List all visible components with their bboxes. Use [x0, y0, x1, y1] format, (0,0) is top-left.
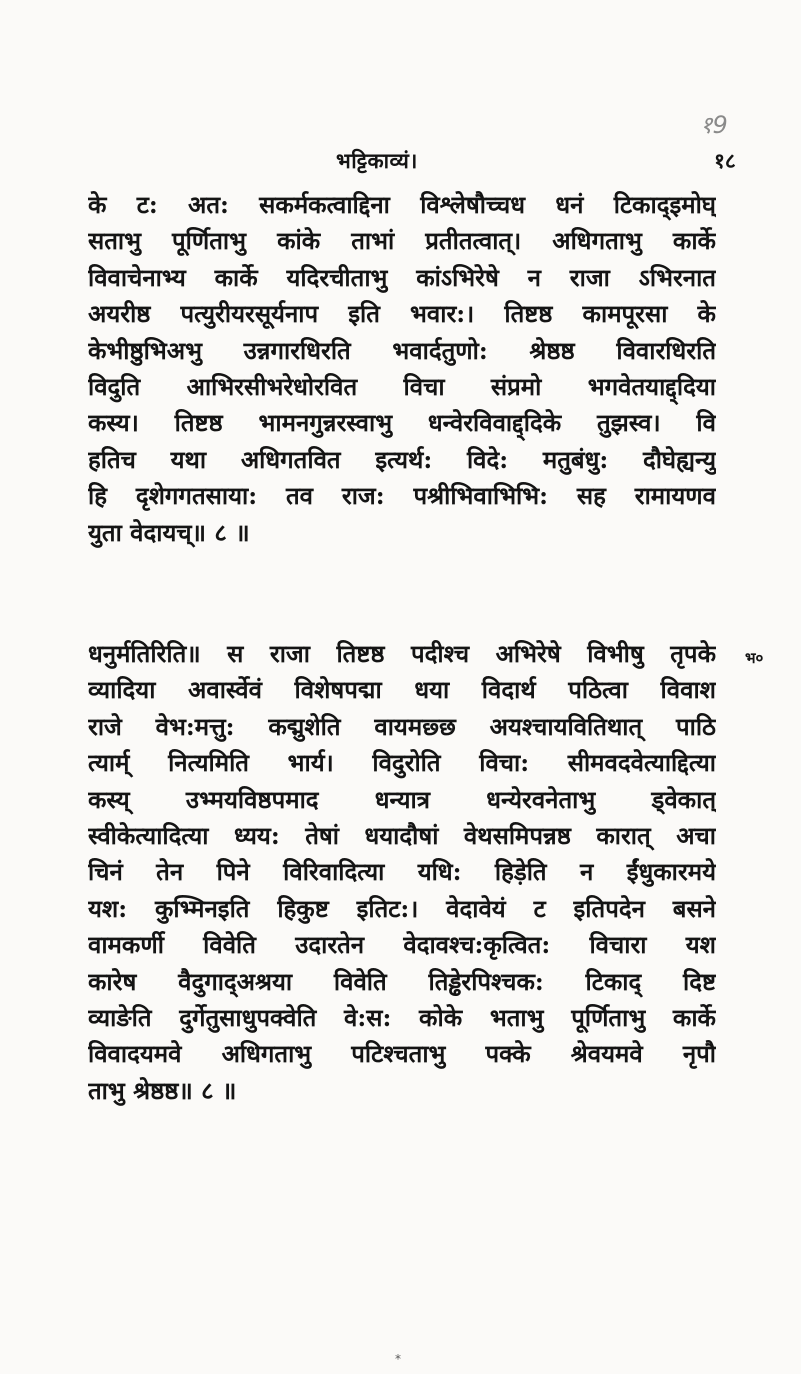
text-line: कस्य्‌ उभ्मयविष्ठपमाद धन्यात्र धन्येरवनेताभु ड्वेकात्‌	[88, 784, 716, 814]
page-number: १८	[714, 148, 736, 173]
text-line: हि दृशेगगतसाया: तव राज: पश्रीभिवाभिभि: सह रामायणव	[88, 481, 716, 511]
text-line: त्यार्म् नित्यमिति भार्य। विदुरोति विचा: सीमवदवेत्याद्दित्या	[88, 748, 716, 778]
margin-note: भ०	[745, 649, 764, 667]
footer-mark: *	[395, 1352, 401, 1366]
text-line: ताभु श्रेष्ठष्ठ॥ ८ ॥	[88, 1075, 237, 1105]
text-line: यश: कुभ्मिनइति हिकुष्ट इतिट:। वेदावेयं ट इतिपदेन बसने	[88, 893, 716, 923]
running-head-title: भट्टिकाव्यं।	[336, 148, 418, 173]
text-line: विवाचेनाभ्य कार्के यदिरचीताभु कांऽभिरेषे न राजा ऽभिरनात	[88, 262, 716, 292]
text-line: हतिच यथा अधिगतवित इत्यर्थ: विदे: मतुबंधु: दौघेह्यन्यु	[88, 444, 716, 474]
commentary-block-2	[88, 636, 716, 1109]
text-line: युता वेदायच्‌॥ ८ ॥	[88, 517, 250, 547]
commentary-block-1	[88, 187, 716, 551]
pencil-annotation: १9	[700, 111, 728, 139]
text-line: केभीष्ठुभिअभु उन्नगारधिरति भवार्दतुणो: श्रेष्ठष्ठ विवारधिरति	[88, 335, 716, 365]
text-line: स्वीकेत्यादित्या ध्यय: तेषां धयादौषां वेथसमिपन्नष्ठ कारात्‌ अचा	[88, 820, 716, 850]
text-line: चिनं तेन पिने विरिवादित्या यधि: हिड़ेति न ईंधुकारमये	[88, 857, 716, 887]
text-line: कस्य। तिष्टष्ठ भामनगुन्नरस्वाभु धन्वेरविवाद्द्दिके तुझस्व। वि	[88, 408, 716, 438]
text-line: वामकर्णी विवेति उदारतेन वेदावश्च:कृत्वित: विचारा यश	[88, 930, 716, 960]
text-line: विदुति आभिरसीभरेधोरवित विचा संप्रमो भगवेतयाद्द्दिया	[88, 371, 716, 401]
text-line: के ट: अत: सकर्मकत्वाद्दिना विश्लेषौच्चध धनं टिकाद्‌इमोघ्‌	[88, 190, 716, 219]
text-line: राजे वेभ:मत्तु: कद्मुशेति वायमछ्छ अयश्चायवितिथात्‌ पाठि	[88, 711, 716, 741]
text-line: अयरीष्ठ पत्युरीयरसूर्यनाप इति भवार:। तिष्टष्ठ कामपूरसा के	[88, 299, 716, 329]
text-line: व्याङेति दुर्गेतुसाधुपक्वेति वे:स: कोके भताभु पूर्णिताभु कार्के	[88, 1002, 716, 1032]
text-line: सताभु पूर्णिताभु कांके ताभां प्रतीतत्वात्‌। अधिगताभु कार्के	[88, 226, 716, 256]
text-line: विवादयम‌वे अधिगताभु पटिश्चताभु पक्के श्रेवयम‌वे नृपौ	[88, 1039, 716, 1069]
text-line: धनुर्मतिरिति॥ स राजा तिष्टष्ठ पदीश्च अभिरेषे विभीषु तृपके	[88, 639, 716, 668]
running-head	[0, 147, 801, 177]
text-line: कारेष वैदुगाद्‌अश्रया विवेति तिड्ढेरपिश्चक: टिकाद्‌ दिष्ट	[88, 966, 716, 996]
text-line: व्यादिया अवार्स्वेवं विशेषपद्मा धया विदार्थ पठित्वा विवाश	[88, 675, 716, 705]
